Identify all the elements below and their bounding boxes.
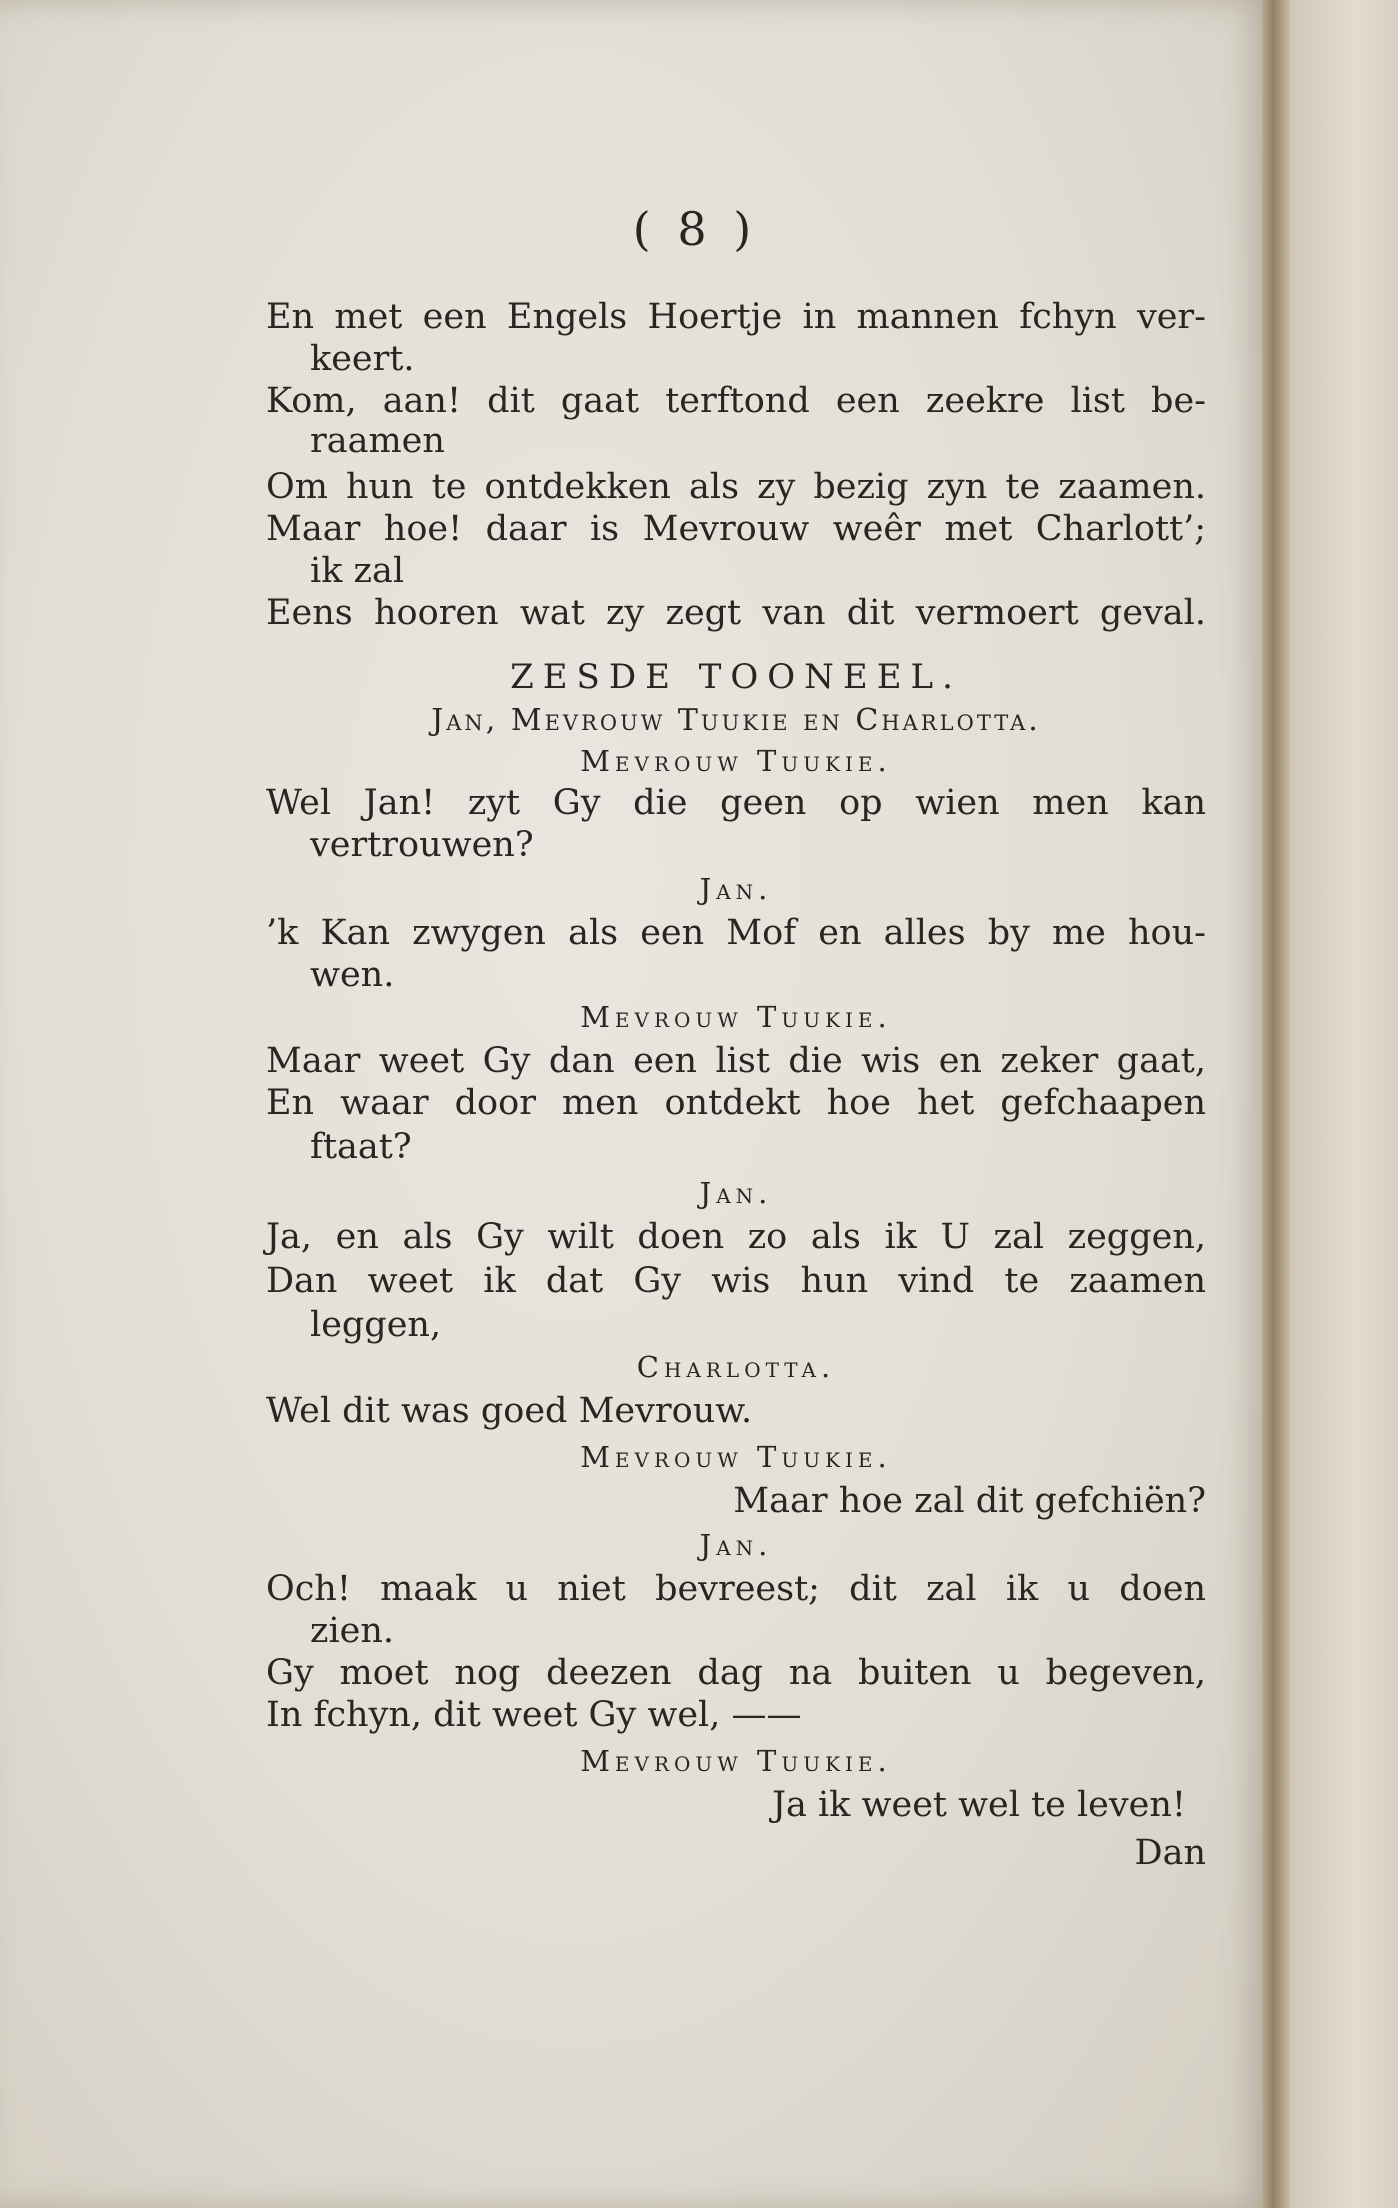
text-line: raamen bbox=[310, 421, 445, 461]
text-line: Om hun te ontdekken als zy bezig zyn te zaamen. bbox=[266, 467, 1206, 507]
text-line: Maar hoe! daar is Mevrouw weêr met Charlott’; bbox=[266, 509, 1206, 549]
text-line: ik zal bbox=[310, 551, 405, 591]
speech-line: Ja ik weet wel te leven! bbox=[771, 1785, 1186, 1825]
speech-line: Dan weet ik dat Gy wis hun vind te zaamen bbox=[266, 1261, 1206, 1301]
speaker-name: Jan. bbox=[699, 1528, 773, 1562]
book-gutter bbox=[1262, 0, 1290, 2208]
speech-line: zien. bbox=[310, 1611, 395, 1651]
speech-line: ftaat? bbox=[310, 1127, 412, 1167]
speaker-name: Mevrouw Tuukie. bbox=[580, 744, 892, 778]
speaker-name: Mevrouw Tuukie. bbox=[580, 1000, 892, 1034]
facing-page-edge bbox=[1290, 0, 1398, 2208]
speech-line: Och! maak u niet bevreest; dit zal ik u doen bbox=[266, 1569, 1206, 1609]
speaker-name: Mevrouw Tuukie. bbox=[580, 1744, 892, 1778]
speech-line: leggen, bbox=[310, 1305, 442, 1345]
speech-line: Ja, en als Gy wilt doen zo als ik U zal zeggen, bbox=[266, 1217, 1206, 1257]
page-number: ( 8 ) bbox=[632, 202, 758, 256]
speaker-name: Jan. bbox=[699, 1176, 773, 1210]
catchword: Dan bbox=[1134, 1833, 1206, 1873]
speech-line: Maar hoe zal dit gefchiën? bbox=[733, 1481, 1206, 1521]
speech-line: wen. bbox=[310, 955, 395, 995]
text-line: Kom, aan! dit gaat terftond een zeekre list be- bbox=[266, 381, 1206, 421]
text-line: Eens hooren wat zy zegt van dit vermoert geval. bbox=[266, 593, 1206, 633]
speech-line: Gy moet nog deezen dag na buiten u begeven, bbox=[266, 1653, 1206, 1693]
speech-line: vertrouwen? bbox=[310, 825, 534, 865]
speech-line: In fchyn, dit weet Gy wel, —— bbox=[266, 1695, 802, 1735]
speech-line: Wel dit was goed Mevrouw. bbox=[266, 1391, 753, 1431]
speech-line: En waar door men ontdekt hoe het gefchaapen bbox=[266, 1083, 1206, 1123]
scene-persons: Jan, Mevrouw Tuukie en Charlotta. bbox=[431, 703, 1041, 738]
speech-line: ’k Kan zwygen als een Mof en alles by me hou- bbox=[266, 913, 1206, 953]
text-line: keert. bbox=[310, 339, 415, 379]
text-line: En met een Engels Hoertje in mannen fchyn ver- bbox=[266, 297, 1206, 337]
speaker-name: Charlotta. bbox=[636, 1350, 836, 1384]
speaker-name: Mevrouw Tuukie. bbox=[580, 1440, 892, 1474]
speaker-name: Jan. bbox=[699, 872, 773, 906]
speech-line: Maar weet Gy dan een list die wis en zeker gaat, bbox=[266, 1041, 1206, 1081]
speech-line: Wel Jan! zyt Gy die geen op wien men kan bbox=[266, 783, 1206, 823]
scene-title: ZESDE TOONEEL. bbox=[510, 657, 962, 697]
